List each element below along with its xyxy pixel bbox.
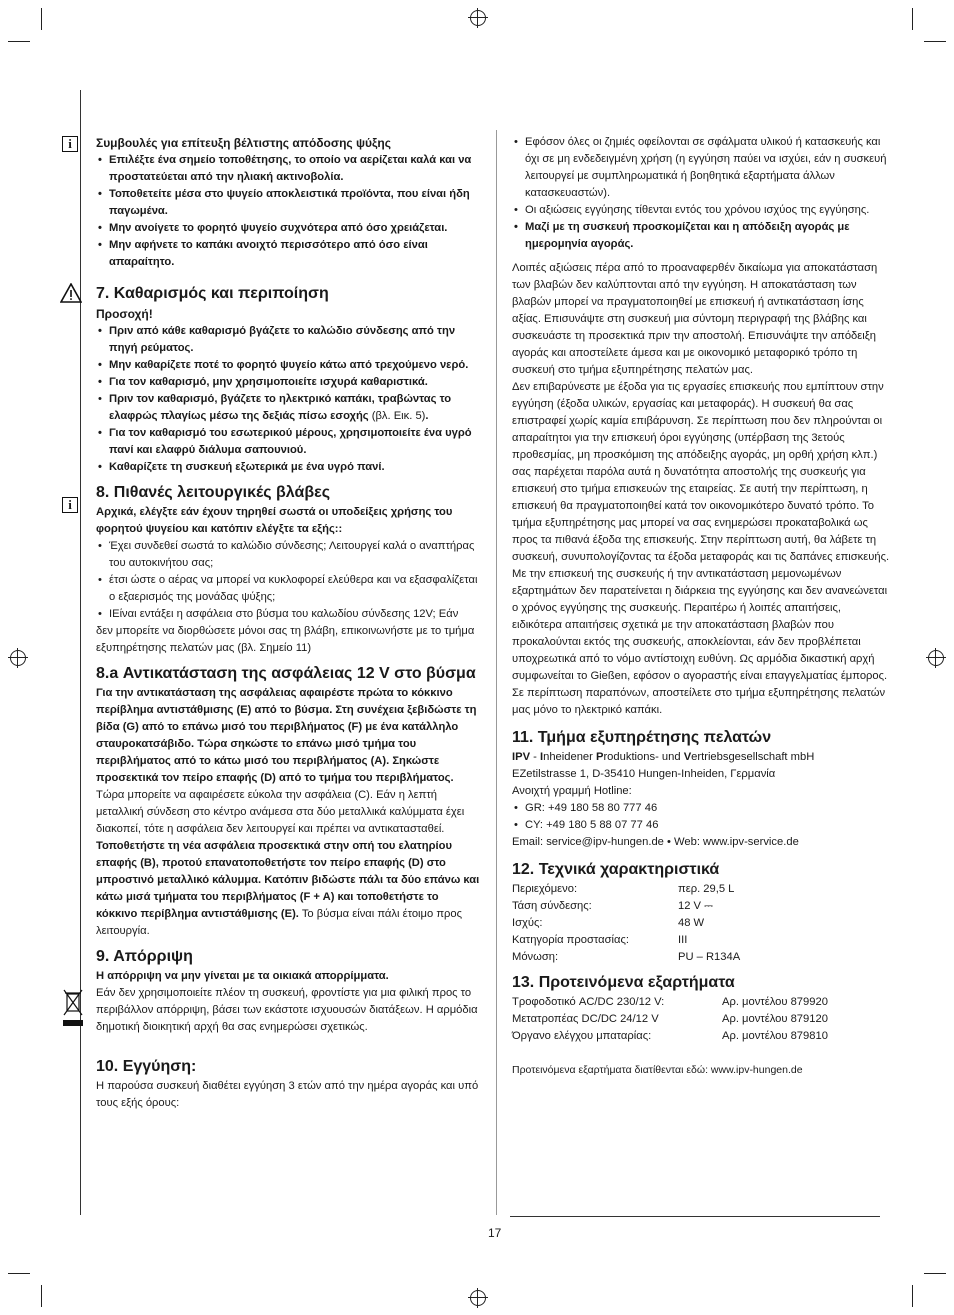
accessory-row: Όργανο ελέγχου μπαταρίας: Αρ. μοντέλου 879810 bbox=[512, 1030, 828, 1042]
column-divider bbox=[496, 130, 497, 1215]
section-12-heading: 12. Τεχνικά χαρακτηριστικά bbox=[512, 861, 720, 878]
crop-mark bbox=[41, 1285, 42, 1307]
section-7-heading: 7. Καθαρισμός και περιποίηση bbox=[96, 285, 329, 302]
right-column bbox=[512, 134, 892, 1079]
fuse-reinstall-bold: Τοποθετήστε τη νέα ασφάλεια προσεκτικά στην οπή του ελατηρίου επαφής (B), προτού επανατοποθετήστε τον πείρο επαφής (D) στο μπροστινό μεταλλικό κάλυμμα. Κατόπιν βιδώστε πάλι τα δύο επάνω και κάτω μισά τμήματα του περιβλήματος (F + A) και τοποθετήστε το κόκκινο περίβλημα αντιστάθμισης (E). bbox=[96, 840, 480, 920]
warning-icon bbox=[60, 283, 82, 303]
list-item: • έτσι ώστε ο αέρας να μπορεί να κυκλοφορεί ελεύθερα και να εξασφαλίζεται ο εξαερισμός της μονάδας ψύξης; bbox=[96, 572, 480, 606]
list-item: • Μην ανοίγετε το φορητό ψυγείο συχνότερα από όσο χρειάζεται. bbox=[96, 220, 480, 237]
info-icon: i bbox=[62, 136, 78, 152]
contact-line: Email: service@ipv-hungen.de • Web: www.ipv-service.de bbox=[512, 836, 799, 848]
section-13-heading: 13. Προτεινόμενα εξαρτήματα bbox=[512, 974, 735, 991]
left-rule bbox=[80, 90, 81, 1215]
company-letter: I bbox=[540, 751, 544, 763]
tips-heading: Συμβουλές για επίτευξη βέλτιστης απόδοσης ψύξης bbox=[96, 136, 391, 150]
company-name bbox=[512, 749, 892, 766]
disposal-text: Εάν δεν χρησιμοποιείτε πλέον τη συσκευή, φροντίστε για μια φιλική προς το περιβάλλον απόρριψη, βάσει των εκάστοτε ισχυουσών διατάξεων. Η αρμόδια δημοτική διοικητική αρχή θα σας ενημερώσει σχετικώς. bbox=[96, 987, 478, 1033]
company-abbr: IPV bbox=[512, 751, 531, 763]
spec-row: Ισχύς: 48 W bbox=[512, 917, 705, 929]
tips-list bbox=[96, 152, 480, 271]
crop-mark bbox=[8, 41, 30, 42]
list-item: • Πριν από κάθε καθαρισμό βγάζετε το καλώδιο σύνδεσης από την πηγή ρεύματος. bbox=[96, 323, 480, 357]
list-item: • Μην αφήνετε το καπάκι ανοιχτό περισσότερο από όσο είναι απαραίτητο. bbox=[96, 237, 480, 271]
fuse-reinstall-tail: Το βύσμα είναι πάλι έτοιμο προς λειτουργία. bbox=[96, 908, 463, 937]
caution-label: Προσοχή! bbox=[96, 307, 153, 321]
section-9-heading: 9. Απόρριψη bbox=[96, 948, 193, 965]
phone-list bbox=[512, 800, 892, 834]
list-item-text: Πριν τον καθαρισμό, βγάζετε το ηλεκτρικό καπάκι, τραβώντας το ελαφρώς πλαγίως μέσω της δεξιάς πίσω εσοχής bbox=[109, 393, 452, 422]
section-8a-heading: 8.a Αντικατάσταση της ασφάλειας 12 V στο βύσμα bbox=[96, 665, 476, 682]
crop-mark bbox=[924, 1273, 946, 1274]
company-letter: P bbox=[595, 751, 604, 763]
company-word: ertriebsgesellschaft mbH bbox=[691, 751, 815, 763]
list-item: • Έχει συνδεθεί σωστά το καλώδιο σύνδεσης; Λειτουργεί καλά ο αναπτήρας του αυτοκινήτου σας; bbox=[96, 538, 480, 572]
registration-mark-icon bbox=[928, 650, 944, 666]
list-item bbox=[96, 391, 480, 425]
registration-mark-icon bbox=[470, 1290, 486, 1306]
warranty-paragraph-2: Δεν επιβαρύνεστε με έξοδα για τις εργασίες επισκευής που εμπίπτουν στην εγγύηση (έξοδα υλικών, εργασίας και μεταφοράς). Η συσκευή θα σας επιστραφεί χωρίς καμία επιβάρυνση. Σε περίπτωση που δεν πληρούνται οι απαραίτητοι για την επισκευή όροι εγγύησης (υπέρβαση της 3ετούς προθεσμίας, μη προσκόμιση της απόδειξης αγοράς, μη ορθή χρήση κλπ.) σας παρέχεται παρόλα αυτά η δυνατότητα αποστολής της συσκευής για επισκευή στο τμήμα επισκευών της εταιρείας. Σε αυτή την περίπτωση, η επισκευή θα πραγματοποιηθεί κατά τον οικονομικότερο δυνατό τρόπο. Το τμήμα εξυπηρέτησης μας μπορεί να σας ενημερώσει προκαταβολικά ως προς τα πιθανά έξοδα της επισκευής. Στην περίπτωση αυτή, θα λάβετε τη συσκευή, συνυπολογίζοντας τα έξοδα μεταφοράς και τις δαπάνες επισκευής. Με την επισκευή της συσκευής ή την αντικατάσταση μεμονωμένων εξαρτημάτων δεν παρατείνεται η διάρκεια της εγγύησης και δεν ανανεώνεται ο χρόνος εγγύησης της συσκευής. Περαιτέρω ή λοιπές απαιτήσεις, ειδικότερα απαιτήσεις σχετικά με την αποκατάσταση βλαβών που προκαλούνται εκτός της συσκευής, αποκλείονται, εάν δεν προβλέπεται υποχρεωτικά από το νόμο αντίστοιχη ευθύνη. Ως αρμόδια δικαστική αρχή συμφωνείται το Gießen, εφόσον ο αγοραστής είναι επαγγελματίας έμπορος. Σε περίπτωση παραπόνων, αποστείλετε στο τμήμα εξυπηρέτησης πελατών μας μόνο το ηλεκτρικό καπάκι. bbox=[512, 381, 890, 716]
list-item: • Εφόσον όλες οι ζημιές οφείλονται σε σφάλματα υλικού ή κατασκευής και όχι σε μη ενδεδειγμένη χρήση (η εγγύηση παύει να ισχύει, εάν η συσκευή λειτουργεί με συμπληρωματικά ή βοηθητικά εξαρτήματα άλλων κατασκευαστών). bbox=[512, 134, 892, 202]
list-item: • Για τον καθαρισμό, μην χρησιμοποιείτε ισχυρά καθαριστικά. bbox=[96, 374, 480, 391]
cleaning-list bbox=[96, 323, 480, 476]
spec-row: Περιεχόμενο: περ. 29,5 L bbox=[512, 883, 735, 895]
list-item: • Μην καθαρίζετε ποτέ το φορητό ψυγείο κάτω από τρεχούμενο νερό. bbox=[96, 357, 480, 374]
phone-number: • CY: +49 180 5 88 07 77 46 bbox=[512, 817, 892, 834]
warranty-paragraph-1: Λοιπές αξιώσεις πέρα από το προαναφερθέν δικαίωμα για αποκατάσταση των βλαβών δεν καλύπτονται από την εγγύηση. Η αποκατάσταση των βλαβών μπορεί να πραγματοποιηθεί με επισκευή ή αντικατάσταση ίσης αξίας. Επισυνάψτε στη συσκευή μια σύντομη περιγραφή της βλάβης και συσκευάστε τη προσεκτικά πριν την αποστολή. Επισυνάψτε την απόδειξη αγοράς και αποστείλετε άμεσα και με οικονομικό μεταφορικό τρόπο τη συσκευή στο τμήμα εξυπηρέτησης πελατών μας. bbox=[512, 262, 878, 376]
crop-mark bbox=[912, 1285, 913, 1307]
crossed-bin-icon bbox=[62, 988, 84, 1028]
figure-ref: (βλ. Εικ. 5) bbox=[368, 410, 426, 422]
crop-mark bbox=[8, 1273, 30, 1274]
spec-row: Μόνωση: PU – R134A bbox=[512, 951, 741, 963]
accessory-row: Τροφοδοτικό AC/DC 230/12 V: Αρ. μοντέλου 879920 bbox=[512, 996, 828, 1008]
footer-rule bbox=[510, 1216, 880, 1217]
registration-mark-icon bbox=[470, 10, 486, 26]
company-word: roduktions- und bbox=[603, 751, 684, 763]
section-10-heading: 10. Εγγύηση: bbox=[96, 1058, 197, 1075]
list-item: • Οι αξιώσεις εγγύησης τίθενται εντός του χρόνου ισχύος της εγγύησης. bbox=[512, 202, 892, 219]
phone-number: • GR: +49 180 58 80 777 46 bbox=[512, 800, 892, 817]
list-item: • Επιλέξτε ένα σημείο τοποθέτησης, το οποίο να αερίζεται καλά και να προστατεύεται από την ηλιακή ακτινοβολία. bbox=[96, 152, 480, 186]
company-address: EZetilstrasse 1, D-35410 Hungen-Inheiden, Γερμανία bbox=[512, 768, 776, 780]
disposal-warning: Η απόρριψη να μην γίνεται με τα οικιακά απορρίμματα. bbox=[96, 970, 389, 982]
accessory-row: Μετατροπέας DC/DC 24/12 V Αρ. μοντέλου 879120 bbox=[512, 1013, 828, 1025]
list-item: • Καθαρίζετε τη συσκευή εξωτερικά με ένα υγρό πανί. bbox=[96, 459, 480, 476]
section-8-heading: 8. Πιθανές λειτουργικές βλάβες bbox=[96, 484, 331, 501]
registration-mark-icon bbox=[10, 650, 26, 666]
list-item: • Για τον καθαρισμό του εσωτερικού μέρους, χρησιμοποιείτε ένα υγρό πανί και ελαφρύ διάλυμα σαπουνιού. bbox=[96, 425, 480, 459]
spec-row: Τάση σύνδεσης: 12 V ⎓ bbox=[512, 900, 714, 912]
hotline-label: Ανοιχτή γραμμή Hotline: bbox=[512, 785, 632, 797]
crop-mark bbox=[924, 41, 946, 42]
accessories-note: Προτεινόμενα εξαρτήματα διατίθενται εδώ: www.ipv-hungen.de bbox=[512, 1064, 803, 1076]
faults-list bbox=[96, 538, 480, 623]
section-11-heading: 11. Τμήμα εξυπηρέτησης πελατών bbox=[512, 729, 772, 746]
page-number: 17 bbox=[488, 1226, 502, 1240]
company-sep: - bbox=[530, 751, 540, 763]
fuse-instructions: Για την αντικατάσταση της ασφάλειας αφαιρέστε πρώτα το κόκκινο περίβλημα αντιστάθμισης (E) από το βύσμα. Στη συνέχεια ξεβιδώστε τη βίδα (G) από το επάνω μισό του περιβλήματος (F) με ένα κατάλληλο σταυροκατσάβιδο. Τώρα σηκώστε το επάνω μισό τμήμα του περιβλήματος από το κάτω μισό του περιβλήματος (A). Σηκώστε προσεκτικά τον πείρο επαφής (D) από το τμήμα του περιβλήματος. bbox=[96, 687, 477, 784]
list-item: • Μαζί με τη συσκευή προσκομίζεται και η απόδειξη αγοράς με ημερομηνία αγοράς. bbox=[512, 219, 892, 253]
crop-mark bbox=[912, 8, 913, 30]
warranty-conditions bbox=[512, 134, 892, 253]
section-8-outro: δεν μπορείτε να διορθώσετε μόνοι σας τη βλάβη, επικοινωνήστε με το τμήμα εξυπηρέτησης πελατών μας (βλ. Σημείο 11) bbox=[96, 625, 475, 654]
warranty-intro: Η παρούσα συσκευή διαθέτει εγγύηση 3 ετών από την ημέρα αγοράς και υπό τους εξής όρους: bbox=[96, 1080, 479, 1109]
fuse-check-text: Τώρα μπορείτε να αφαιρέσετε εύκολα την ασφάλεια (C). Εάν η λεπτή μεταλλική σύνδεση στο κέντρο ανάμεσα στα δύο μεταλλικά καλύμματα έχει διακοπεί, τότε η ασφάλεια δεν λειτουργεί και πρέπει να αντικατασταθεί. bbox=[96, 789, 465, 835]
company-letter: V bbox=[683, 751, 692, 763]
crop-mark bbox=[41, 8, 42, 30]
fuse-reinstall-text bbox=[96, 838, 480, 940]
list-item-end: . bbox=[425, 410, 429, 422]
spec-row: Κατηγορία προστασίας: III bbox=[512, 934, 688, 946]
list-item: • ΙΕίναι εντάξει η ασφάλεια στο βύσμα του καλωδίου σύνδεσης 12V; Εάν bbox=[96, 606, 480, 623]
list-item: • Τοποθετείτε μέσα στο ψυγείο αποκλειστικά προϊόντα, που είναι ήδη παγωμένα. bbox=[96, 186, 480, 220]
left-column bbox=[96, 134, 480, 1112]
company-word: nheidener bbox=[543, 751, 596, 763]
section-8-intro: Αρχικά, ελέγξτε εάν έχουν τηρηθεί σωστά οι υποδείξεις χρήσης του φορητού ψυγείου και κατόπιν ελέγξτε τα εξής:: bbox=[96, 506, 453, 535]
info-icon: i bbox=[62, 497, 78, 513]
